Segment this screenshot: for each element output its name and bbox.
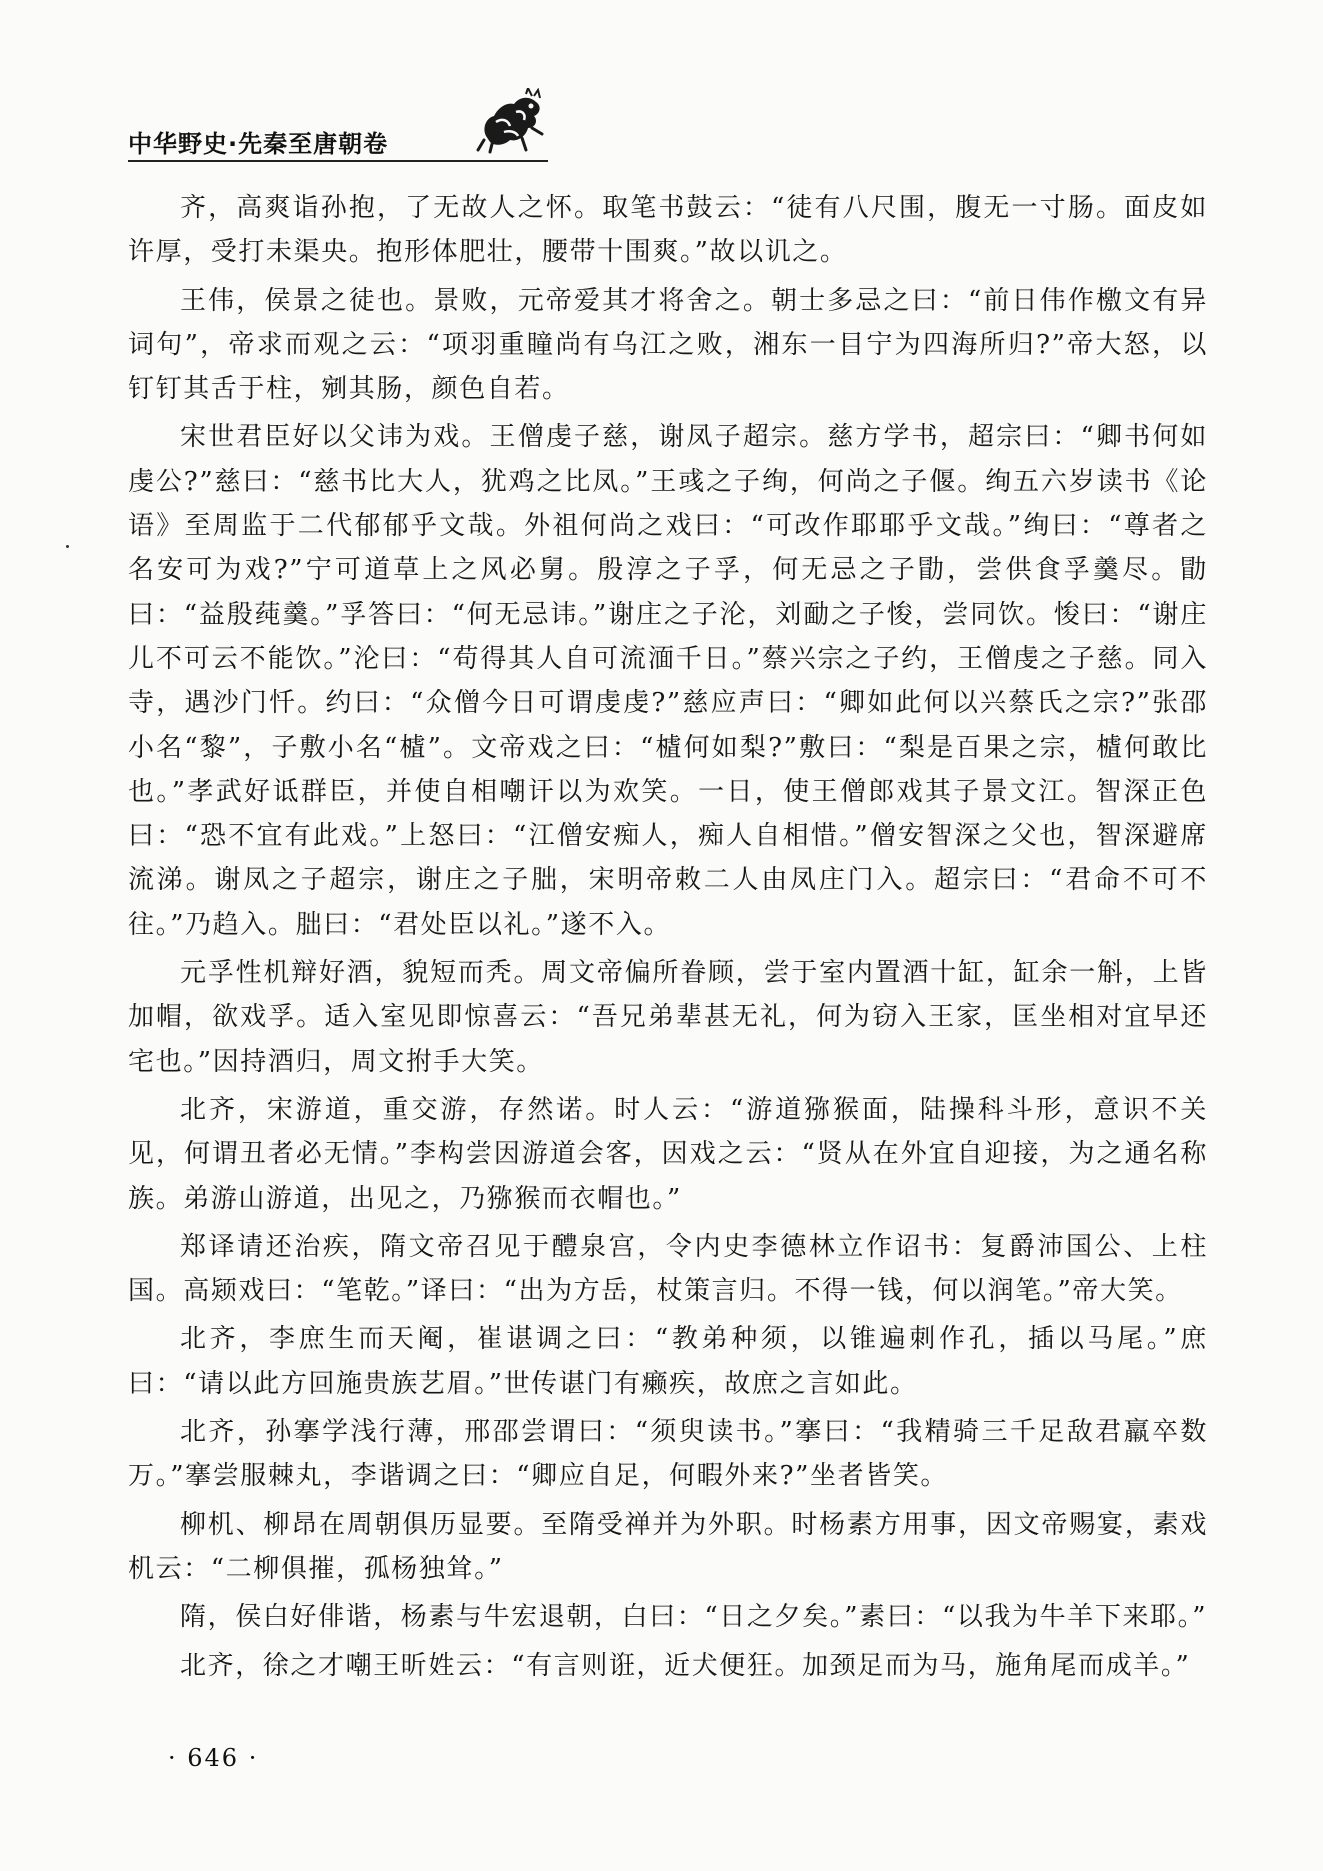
paragraph: 隋，侯白好俳谐，杨素与牛宏退朝，白曰：“日之夕矣。”素曰：“以我为牛羊下来耶。”: [180, 1602, 1208, 1633]
scan-speck: [66, 545, 69, 548]
body-text: [128, 186, 1208, 1692]
running-header-title: 中华野史·先秦至唐朝卷: [128, 130, 389, 158]
paragraph: 元孚性机辩好酒，貌短而秃。周文帝偏所眷顾，尝于室内置酒十缸，缸余一斛，上皆加帽，欲戏孚。适入室见即惊喜云：“吾兄弟辈甚无礼，何为窃入王家，匡坐相对宜早还宅也。”因持酒归，周文拊手大笑。: [128, 958, 1208, 1077]
paragraph: 北齐，李庶生而天阉，崔谌调之曰：“教弟种须，以锥遍刺作孔，插以马尾。”庶曰：“请以此方回施贵族艺眉。”世传谌门有癞疾，故庶之言如此。: [128, 1324, 1208, 1399]
paragraph: 郑译请还治疾，隋文帝召见于醴泉宫，令内史李德林立作诏书：复爵沛国公、上柱国。高颎戏曰：“笔乾。”译曰：“出为方岳，杖策言归。不得一钱，何以润笔。”帝大笑。: [128, 1231, 1208, 1307]
paragraph: 宋世君臣好以父讳为戏。王僧虔子慈，谢凤子超宗。慈方学书，超宗曰：“卿书何如虔公?”慈曰：“慈书比大人，犹鸡之比凤。”王彧之子绚，何尚之子偃。绚五六岁读书《论语》至周监于二代郁郁乎文哉。外祖何尚之戏曰：“可改作耶耶乎文哉。”绚曰：“尊者之名安可为戏?”宁可道草上之风必舅。殷淳之子孚，何无忌之子勖，尝供食孚羹尽。勖曰：“益殷莼羹。”孚答曰：“何无忌讳。”谢庄之子沦，刘勔之子悛，尝同饮。悛曰：“谢庄儿不可云不能饮。”沦曰：“苟得其人自可流湎千日。”蔡兴宗之子约，王僧虔之子慈。同入寺，遇沙门忏。约曰：“众僧今日可谓虔虔?”慈应声曰：“卿如此何以兴蔡氏之宗?”张邵小名“黎”，子敷小名“樝”。文帝戏之曰：“樝何如梨?”敷曰：“梨是百果之宗，樝何敢比也。”孝武好诋群臣，并使自相嘲讦以为欢笑。一日，使王僧郎戏其子景文江。智深正色曰：“恐不宜有此戏。”上怒曰：“江僧安痴人，痴人自相惜。”僧安智深之父也，智深避席流涕。谢凤之子超宗，谢庄之子朏，宋明帝敕二人由凤庄门入。超宗曰：“君命不可不往。”乃趋入。朏曰：“君处臣以礼。”遂不入。: [128, 422, 1208, 940]
paragraph: 王伟，侯景之徒也。景败，元帝爱其才将舍之。朝士多忌之曰：“前日伟作檄文有异词句”，帝求而观之云：“项羽重瞳尚有乌江之败，湘东一目宁为四海所归?”帝大怒，以钉钉其舌于柱，剜其肠，颜色自若。: [128, 285, 1208, 405]
paragraph: 齐，高爽诣孙抱，了无故人之怀。取笔书鼓云：“徒有八尺围，腹无一寸肠。面皮如许厚，受打未渠央。抱形体肥壮，腰带十围爽。”故以讥之。: [128, 193, 1208, 268]
paragraph: 柳机、柳昂在周朝俱历显要。至隋受禅并为外职。时杨素方用事，因文帝赐宴，素戏机云：“二柳俱摧，孤杨独耸。”: [128, 1509, 1208, 1584]
page-number: · 646 ·: [168, 1744, 259, 1772]
header-rule: [128, 160, 548, 162]
paragraph: 北齐，徐之才嘲王昕姓云：“有言则诳，近犬便狂。加颈足而为马，施角尾而成羊。”: [180, 1650, 1191, 1681]
paragraph: 北齐，宋游道，重交游，存然诺。时人云：“游道猕猴面，陆操科斗形，意识不关见，何谓丑者必无情。”李构尝因游道会客，因戏之云：“贤从在外宜自迎接，为之通名称族。弟游山游道，出见之，乃猕猴而衣帽也。”: [128, 1094, 1208, 1214]
running-header: [128, 88, 548, 160]
paragraph: 北齐，孙搴学浅行薄，邢邵尝谓曰：“须臾读书。”搴曰：“我精骑三千足敌君羸卒数万。”搴尝服棘丸，李谐调之曰：“卿应自足，何暇外来?”坐者皆笑。: [128, 1417, 1208, 1492]
dragon-ornament-icon: [476, 88, 548, 154]
